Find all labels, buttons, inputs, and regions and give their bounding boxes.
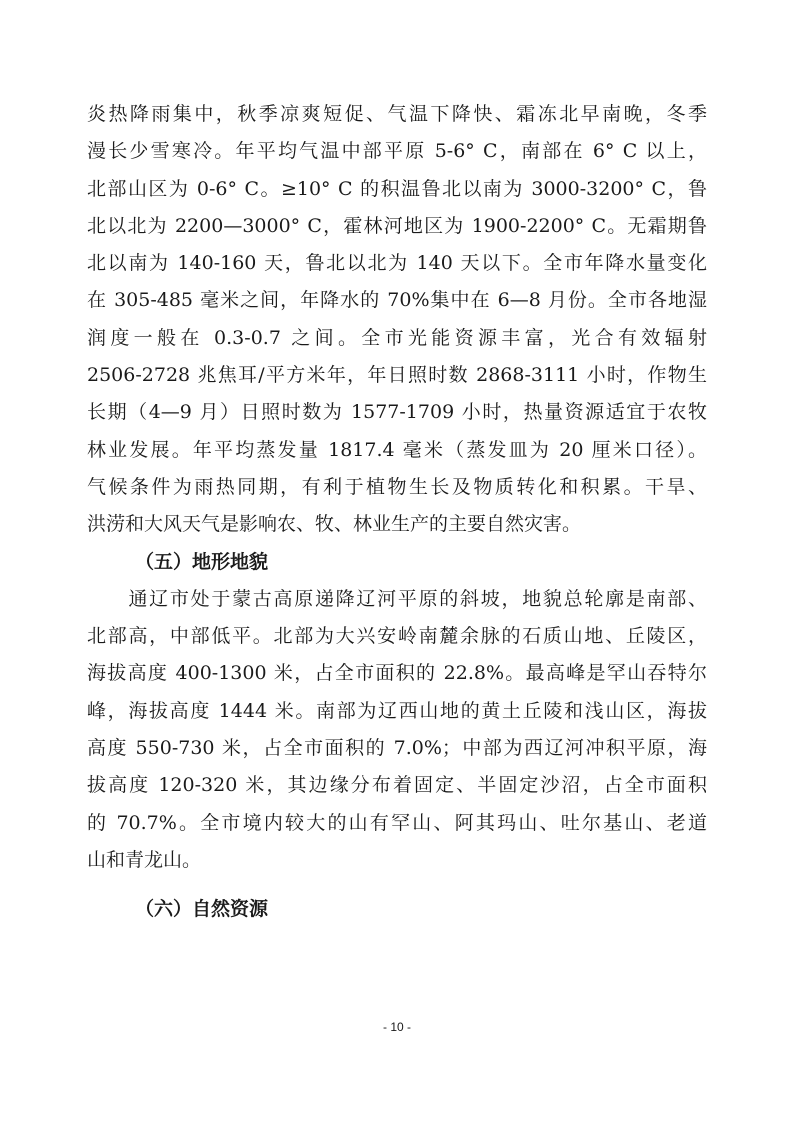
text-line: 通辽市处于蒙古高原递降辽河平原的斜坡，地貌总轮廓是南部、 [87, 587, 707, 610]
text-line: 北以南为 140-160 天，鲁北以北为 140 天以下。全市年降水量变化 [87, 252, 707, 275]
text-line: 气候条件为雨热同期，有利于植物生长及物质转化和积累。干旱、 [87, 475, 707, 498]
text-line: 海拔高度 400-1300 米，占全市面积的 22.8%。最高峰是罕山吞特尔 [87, 662, 707, 685]
climate-paragraph [87, 96, 707, 544]
text-line: 拔高度 120-320 米，其边缘分布着固定、半固定沙沼，占全市面积 [87, 774, 707, 797]
section-heading-terrain: （五）地形地貌 [135, 550, 269, 573]
text-line: 长期（4—9 月）日照时数为 1577-1709 小时，热量资源适宜于农牧 [87, 401, 707, 424]
text-line: 高度 550-730 米，占全市面积的 7.0%；中部为西辽河冲积平原，海 [87, 737, 707, 760]
text-line: 北部高，中部低平。北部为大兴安岭南麓余脉的石质山地、丘陵区， [87, 625, 707, 648]
text-line: 漫长少雪寒冷。年平均气温中部平原 5-6° C，南部在 6° C 以上， [87, 140, 707, 163]
text-line: 山和青龙山。 [87, 848, 202, 871]
page-number: - 10 - [382, 1020, 411, 1034]
text-line: 峰，海拔高度 1444 米。南部为辽西山地的黄土丘陵和浅山区，海拔 [87, 699, 707, 722]
text-line: 林业发展。年平均蒸发量 1817.4 毫米（蒸发皿为 20 厘米口径）。 [87, 438, 707, 461]
text-line: 洪涝和大风天气是影响农、牧、林业生产的主要自然灾害。 [87, 513, 582, 536]
text-line: 润度一般在 0.3-0.7 之间。全市光能资源丰富，光合有效辐射 [87, 326, 707, 349]
text-line: 炎热降雨集中，秋季凉爽短促、气温下降快、霜冻北早南晚，冬季 [87, 103, 707, 125]
terrain-paragraph [87, 581, 707, 879]
text-line: 北部山区为 0-6° C。≥10° C 的积温鲁北以南为 3000-3200° C，鲁 [87, 177, 707, 200]
text-line: 2506-2728 兆焦耳/平方米年，年日照时数 2868-3111 小时，作物生 [87, 364, 707, 387]
text-line: 在 305-485 毫米之间，年降水的 70%集中在 6—8 月份。全市各地湿 [87, 289, 707, 312]
text-line: 北以北为 2200—3000° C，霍林河地区为 1900-2200° C。无霜期鲁 [87, 214, 707, 237]
section-heading-natural-resources: （六）自然资源 [135, 898, 269, 921]
page-body [87, 96, 707, 929]
text-line: 的 70.7%。全市境内较大的山有罕山、阿其玛山、吐尔基山、老道 [87, 811, 707, 834]
